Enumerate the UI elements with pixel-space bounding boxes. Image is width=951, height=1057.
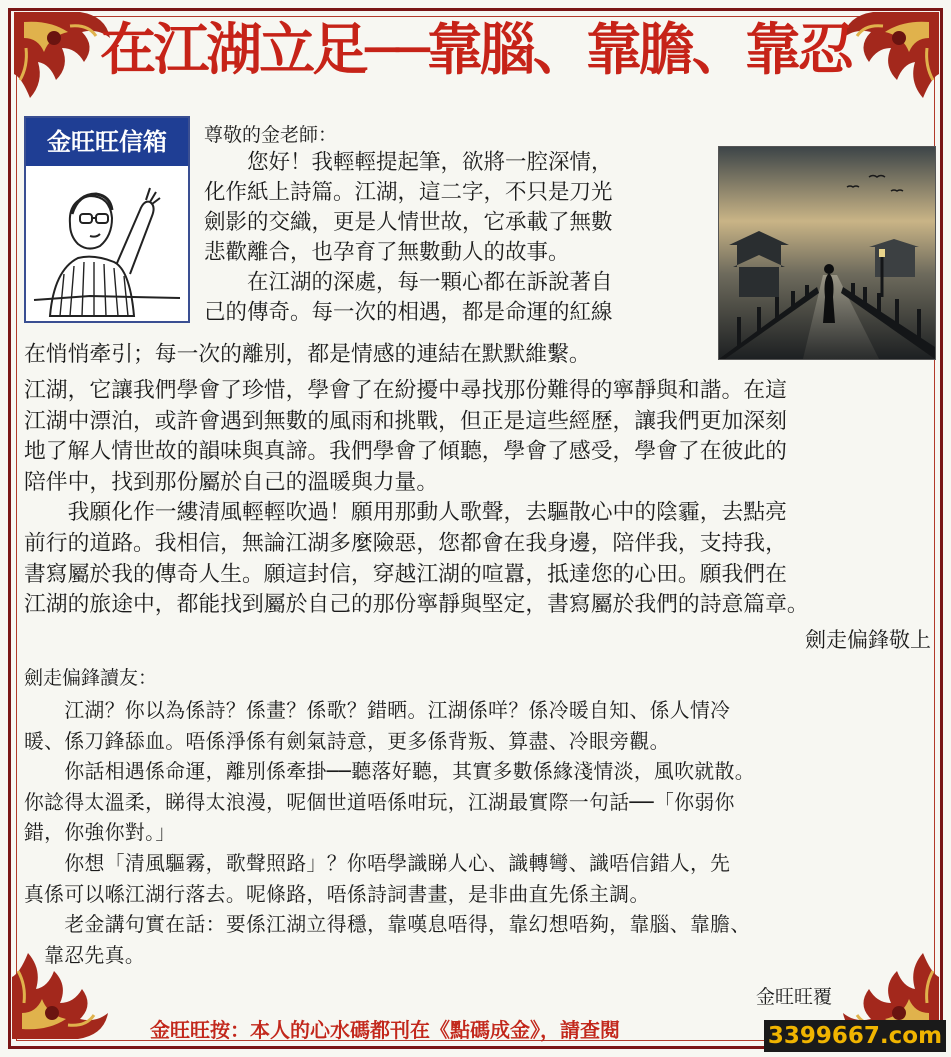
letter-line: 書寫屬於我的傳奇人生。願這封信，穿越江湖的喧囂，抵達您的心田。願我們在: [24, 561, 787, 587]
letter-line: 您好！我輕輕提起筆，欲將一腔深情，: [204, 150, 613, 175]
letter-line: 化作紙上詩篇。江湖，這二字，不只是刀光: [204, 180, 613, 205]
misty-town-photo: [718, 146, 936, 360]
letter-signature: 劍走偏鋒敬上: [805, 628, 931, 652]
letter-line: 江湖的旅途中，都能找到屬於自己的那份寧靜與堅定，書寫屬於我們的詩意篇章。: [24, 592, 809, 618]
reply-line: 你話相遇係命運，離別係牽掛──聽落好聽，其實多數係緣淺情淡，風吹就散。: [24, 760, 755, 784]
letter-line: 江湖中漂泊，或許會遇到無數的風雨和挑戰，但正是這些經歷，讓我們更加深刻: [24, 408, 787, 434]
reply-line: 江湖？你以為係詩？係畫？係歌？錯晒。江湖係咩？係冷暖自知、係人情冷: [24, 699, 731, 722]
letter-line: 己的傳奇。每一次的相遇，都是命運的紅線: [204, 300, 613, 325]
letter-line: 劍影的交織，更是人情世故，它承載了無數: [204, 210, 613, 235]
reply-line: 錯，你強你對。」: [24, 821, 176, 845]
letter-line: 悲歡離合，也孕育了無數動人的故事。: [204, 240, 570, 265]
letter-line: 地了解人情世故的韻味與真諦。我們學會了傾聽，學會了感受，學會了在彼此的: [24, 439, 787, 465]
letter-line: 前行的道路。我相信，無論江湖多麼險惡，您都會在我身邊，陪伴我，支持我，: [24, 530, 787, 556]
letter-line: 我願化作一縷清風輕輕吹過！願用那動人歌聲，去驅散心中的陰霾，去點亮: [24, 500, 787, 526]
letter-line: 在江湖的深處，每一顆心都在訴說著自: [204, 270, 613, 295]
letter-line: 江湖，它讓我們學會了珍惜，學會了在紛擾中尋找那份難得的寧靜與和諧。在這: [24, 378, 787, 403]
reply-line: 暖、係刀鋒舔血。唔係淨係有劍氣詩意，更多係背叛、算盡、冷眼旁觀。: [24, 729, 670, 753]
letter-wrapped-paragraphs: [204, 148, 613, 328]
reply-signature: 金旺旺覆: [756, 986, 833, 1008]
reply-line: 真係可以喺江湖行落去。呢條路，唔係詩詞書畫，是非曲直先係主調。: [24, 882, 650, 906]
reply-line: 你諗得太溫柔，睇得太浪漫，呢個世道唔係咁玩，江湖最實際一句話──「你弱你: [24, 790, 735, 814]
letter-salutation: 尊敬的金老師：: [204, 124, 338, 146]
reply-line: 你想「清風驅霧，歌聲照路」？你唔學識睇人心、識轉彎、識唔信錯人，先: [24, 851, 731, 875]
letter-line: 在悄悄牽引；每一次的離別，都是情感的連結在默默維繫。: [24, 342, 591, 367]
reply-salutation: 劍走偏鋒讀友：: [24, 667, 158, 689]
letter-line: 陪伴中，找到那份屬於自己的溫暖與力量。: [24, 469, 439, 495]
footer-note: 金旺旺按：本人的心水碼都刊在《點碼成金》，請查閱: [150, 1018, 620, 1042]
column-name: 金旺旺信箱: [26, 118, 188, 166]
columnist-portrait-image: [30, 170, 184, 318]
letter-full-width-paragraphs: [24, 376, 809, 621]
column-logo-box: [24, 116, 190, 323]
reply-line: 靠忍先真。: [24, 943, 146, 967]
headline: 在江湖立足──靠腦、靠膽、靠忍: [100, 17, 851, 83]
reply-line: 老金講句實在話：要係江湖立得穩，靠嘆息唔得，靠幻想唔夠，靠腦、靠膽、: [24, 913, 751, 937]
reply-body: [24, 696, 755, 971]
site-watermark: 3399667.com: [764, 1020, 946, 1052]
